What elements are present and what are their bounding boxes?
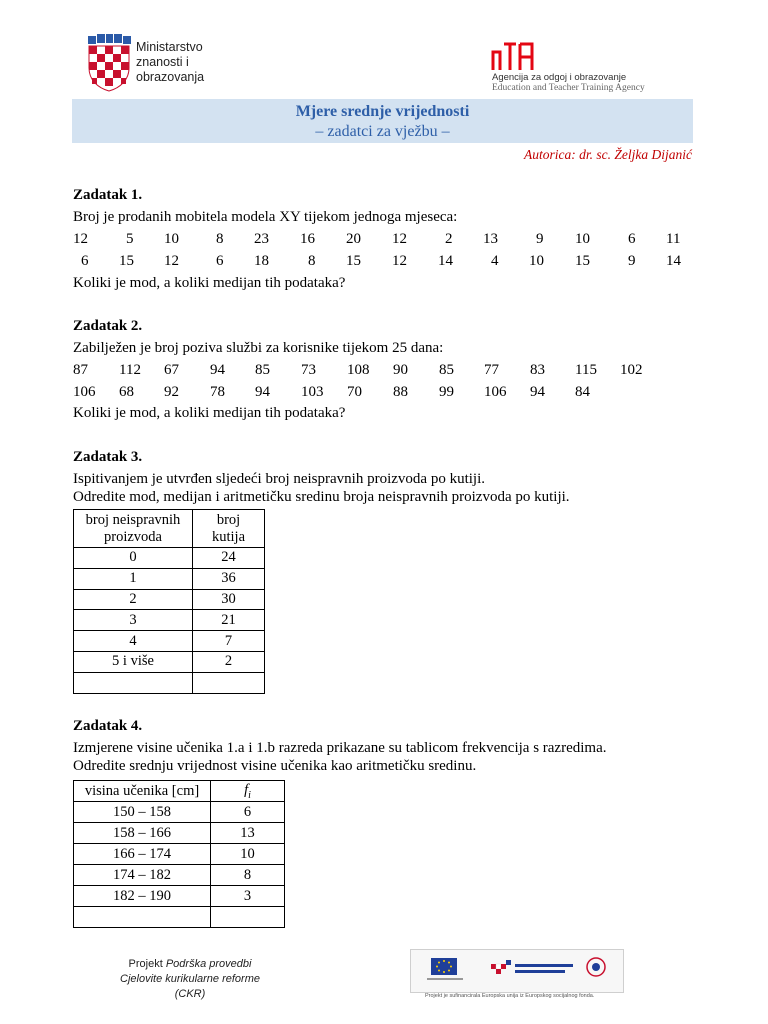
table-cell: 24 [193,548,265,569]
table-cell: 0 [74,548,193,569]
eu-logos-icon [411,950,623,992]
table-row [74,651,265,672]
task2-heading: Zadatak 2. [73,318,143,334]
table-cell: 2 [74,589,193,610]
task2-question: Koliki je mod, a koliki medijan tih podataka? [73,405,346,421]
task4-table [73,780,285,928]
task4-line2: Odredite srednju vrijednost visine učenika kao aritmetičku sredinu. [73,758,477,774]
table-cell: 30 [193,589,265,610]
table-row-empty [74,672,265,693]
table-row [74,823,285,844]
croatian-coat-of-arms-logo [86,34,132,92]
table-cell: 10 [211,844,285,865]
task4-heading: Zadatak 4. [73,718,143,734]
table-cell [74,672,193,693]
table-header-cell [211,781,285,802]
table-header-row [74,781,285,802]
table-cell: 3 [74,610,193,631]
fi-label: $f_i$ [244,781,251,801]
task3-line2: Odredite mod, medijan i aritmetičku sredinu broja neispravnih proizvoda po kutiji. [73,489,570,505]
task3-heading: Zadatak 3. [73,449,143,465]
task3-table [73,509,265,694]
agency-logo [490,40,538,76]
table-cell: 36 [193,568,265,589]
table-header-cell: visina učenika [cm] [74,781,211,802]
task2-text: Zabilježen je broj poziva službi za korisnike tijekom 25 dana: [73,340,444,356]
table-row [74,589,265,610]
eu-caption: Projekt je sufinancirala Europska unija iz Europskog socijalnog fonda. [425,993,595,999]
table-cell: 3 [211,886,285,907]
task3-line1: Ispitivanjem je utvrđen sljedeći broj neispravnih proizvoda po kutiji. [73,471,485,487]
table-row-empty [74,907,285,928]
table-cell: 2 [193,651,265,672]
table-cell: 6 [211,802,285,823]
table-row [74,568,265,589]
task1-row2: 6 15 12 6 18 8 15 12 14 4 10 15 9 14 [81,253,681,269]
footer-project: Projekt Podrška provedbi Cjelovite kurikularne reforme (CKR) [120,958,260,1000]
table-row [74,610,265,631]
table-cell [211,907,285,928]
table-cell: 4 [74,631,193,652]
author-line: Autorica: dr. sc. Željka Dijanić [524,147,692,162]
ministry-name: Ministarstvo znanosti i obrazovanja [136,40,205,84]
table-header-cell: broj neispravnih proizvoda [74,510,193,548]
table-row [74,865,285,886]
task1-text: Broj je prodanih mobitela modela XY tijekom jednoga mjeseca: [73,209,458,225]
table-header-cell: broj kutija [193,510,265,548]
table-cell: 150 – 158 [74,802,211,823]
table-cell: 158 – 166 [74,823,211,844]
table-cell: 21 [193,610,265,631]
table-cell [74,907,211,928]
task1-heading: Zadatak 1. [73,187,143,203]
table-cell: 8 [211,865,285,886]
table-cell [193,672,265,693]
task1-row1: 12 5 10 8 23 16 20 12 2 13 9 10 6 11 [73,231,681,247]
title-box [72,99,693,143]
eu-funds-banner [410,949,624,993]
task2-row1: 87 112 67 94 85 73 108 90 85 77 83 115 102 [73,362,643,378]
table-row [74,886,285,907]
task2-row2: 106 68 92 78 94 103 70 88 99 106 94 84 [73,384,590,400]
table-header-row [74,510,265,548]
table-cell: 166 – 174 [74,844,211,865]
table-row [74,631,265,652]
table-cell: 13 [211,823,285,844]
agency-name: Agencija za odgoj i obrazovanje Education and Teacher Training Agency [492,72,645,93]
table-cell: 1 [74,568,193,589]
table-row [74,548,265,569]
page-title: Mjere srednje vrijednosti [295,103,470,120]
table-cell: 5 i više [74,651,193,672]
task1-question: Koliki je mod, a koliki medijan tih podataka? [73,275,346,291]
task4-line1: Izmjerene visine učenika 1.a i 1.b razreda prikazane su tablicom frekvencija s razredima. [73,740,607,756]
table-cell: 174 – 182 [74,865,211,886]
page-subtitle: – zadatci za vježbu – [315,123,450,140]
table-row [74,844,285,865]
table-cell: 7 [193,631,265,652]
table-row [74,802,285,823]
table-cell: 182 – 190 [74,886,211,907]
